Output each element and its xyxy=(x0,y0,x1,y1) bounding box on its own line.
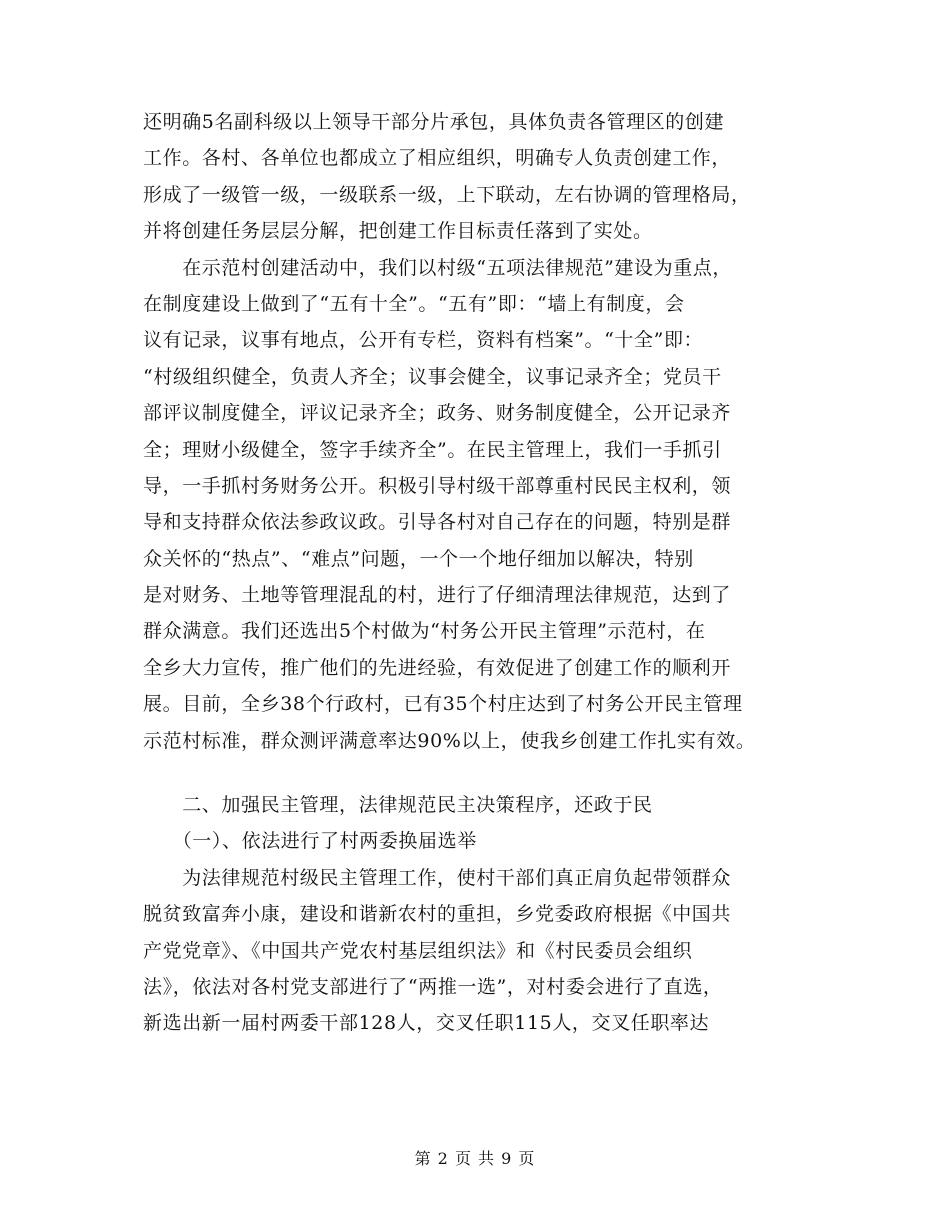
body-text xyxy=(143,104,815,1042)
text-line: 众关怀的“热点”、“难点”问题，一个一个地仔细加以解决，特别 xyxy=(143,547,694,570)
subsection-heading: （一）、依法进行了村两委换届选举 xyxy=(143,830,477,853)
text-line: 形成了一级管一级，一级联系一级，上下联动，左右协调的管理格局， xyxy=(143,183,751,206)
text-line: 全；理财小级健全，签字手续齐全”。在民主管理上，我们一手抓引 xyxy=(143,438,722,461)
text-line: 并将创建任务层层分解，把创建工作目标责任落到了实处。 xyxy=(143,220,653,243)
paragraph-2 xyxy=(143,250,815,759)
text-line: 全乡大力宣传，推广他们的先进经验，有效促进了创建工作的顺利开 xyxy=(143,656,732,679)
text-line: 新选出新一届村两委干部128人，交叉任职115人，交叉任职率达 xyxy=(143,1012,710,1035)
text-line: 为法律规范村级民主管理工作，使村干部们真正肩负起带领群众 xyxy=(143,866,732,889)
text-line: 还明确5名副科级以上领导干部分片承包，具体负责各管理区的创建 xyxy=(143,111,725,133)
text-line: 产党党章》、《中国共产党农村基层组织法》和《村民委员会组织 xyxy=(143,939,693,962)
text-line: 示范村标准，群众测评满意率达90%以上，使我乡创建工作扎实有效。 xyxy=(143,729,756,752)
text-line: 展。目前，全乡38个行政村，已有35个村庄达到了村务公开民主管理 xyxy=(143,693,743,716)
text-line: 脱贫致富奔小康，建设和谐新农村的重担，乡党委政府根据《中国共 xyxy=(143,903,732,926)
text-line: 在制度建设上做到了“五有十全”。“五有”即：“墙上有制度，会 xyxy=(143,292,685,315)
text-line: 在示范村创建活动中，我们以村级“五项法律规范”建设为重点， xyxy=(143,256,733,279)
paragraph-1 xyxy=(143,104,815,250)
text-line: 导和支持群众依法参政议政。引导各村对自己存在的问题，特别是群 xyxy=(143,511,732,534)
paragraph-3 xyxy=(143,860,815,1042)
section-heading: 二、加强民主管理，法律规范民主决策程序，还政于民 xyxy=(143,794,653,817)
page-footer: 第 2 页 共 9 页 xyxy=(414,1149,536,1168)
text-line: 工作。各村、各单位也都成立了相应组织，明确专人负责创建工作， xyxy=(143,147,732,170)
text-line: 群众满意。我们还选出5个村做为“村务公开民主管理”示范村，在 xyxy=(143,620,706,643)
paragraph-gap xyxy=(143,759,815,787)
text-line: 导，一手抓村务财务公开。积极引导村级干部尊重村民民主权利，领 xyxy=(143,474,732,497)
text-line: “村级组织健全，负责人齐全；议事会健全，议事记录齐全；党员干 xyxy=(143,365,722,388)
text-line: 是对财务、土地等管理混乱的村，进行了仔细清理法律规范，达到了 xyxy=(143,584,732,607)
text-line: 议有记录，议事有地点，公开有专栏，资料有档案”。“十全”即： xyxy=(143,329,704,352)
text-line: 部评议制度健全，评议记录齐全；政务、财务制度健全，公开记录齐 xyxy=(143,402,732,425)
text-line: 法》，依法对各村党支部进行了“两推一选”，对村委会进行了直选， xyxy=(143,975,723,998)
